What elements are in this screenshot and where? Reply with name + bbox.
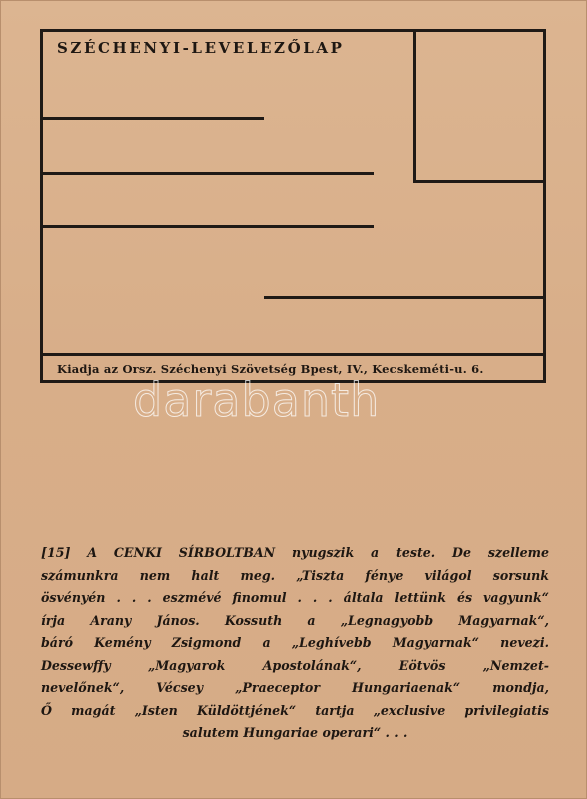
footer-divider (40, 353, 546, 356)
text-line: [15] A CENKI SÍRBOLTBAN nyugszik a teste. De szelleme (41, 545, 549, 560)
text-line: számunkra nem halt meg. „Tiszta fénye világol sorsunk (41, 567, 549, 583)
text-line: Ő magát „Isten Küldöttjének“ tartja „exclusive privilegiatis (41, 702, 549, 718)
address-line-1 (43, 117, 264, 120)
publisher-imprint: Kiadja az Orsz. Széchenyi Szövetség Bpest, IV., Kecskeméti-u. 6. (57, 362, 484, 376)
card-title: SZÉCHENYI-LEVELEZŐLAP (57, 39, 345, 57)
text-line: írja Arany János. Kossuth a „Legnagyobb Magyarnak“, (41, 612, 549, 628)
address-line-3 (43, 225, 374, 228)
text-line: nevelőnek“, Vécsey „Praeceptor Hungariaenak“ mondja, (41, 680, 549, 695)
stamp-box (413, 29, 546, 183)
text-line: ösvényén . . . eszmévé finomul . . . általa lettünk és vagyunk“ (41, 590, 549, 605)
watermark: darabanth (133, 373, 381, 427)
body-text (41, 542, 549, 745)
text-line: Dessewffy „Magyarok Apostolának“, Eötvös „Nemzet- (41, 657, 549, 673)
text-line: salutem Hungariae operari“ . . . (182, 725, 408, 740)
address-line-4 (264, 296, 546, 299)
text-line: báró Kemény Zsigmond a „Leghívebb Magyarnak“ nevezi. (41, 635, 549, 650)
address-line-2 (43, 172, 374, 175)
